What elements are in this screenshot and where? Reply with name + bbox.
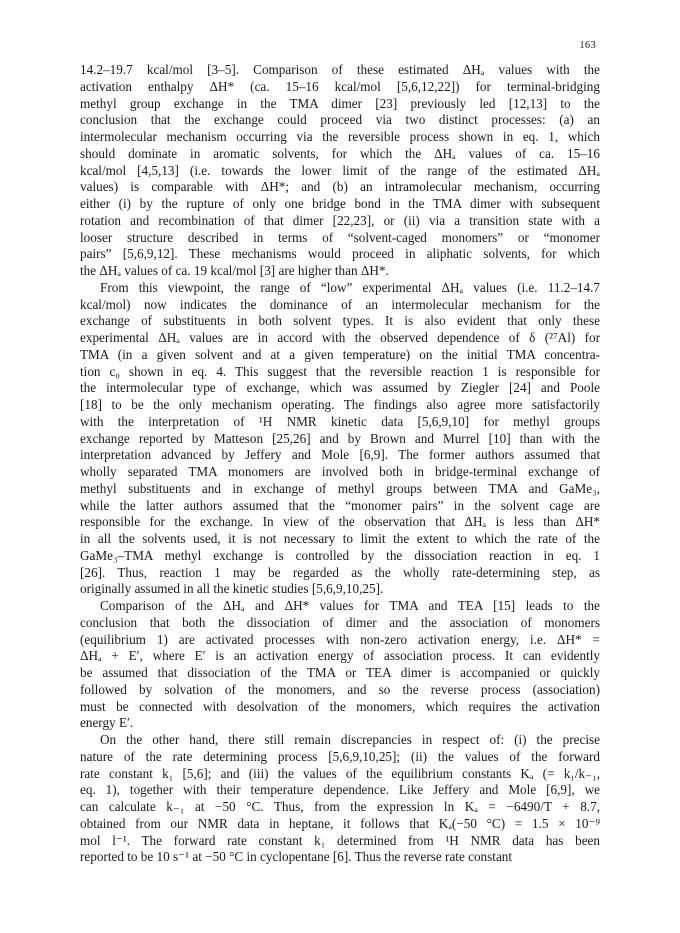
text-line: the ΔHₐ values of ca. 19 kcal/mol [3] are higher than ΔH*. <box>80 263 389 278</box>
text-line: mol l⁻¹. The forward rate constant k₁ determined from ¹H NMR data has been <box>80 832 600 848</box>
text-line: kcal/mol) now indicates the dominance of an intermolecular mechanism for the <box>80 296 600 312</box>
text-line: nature of the rate determining process [5,6,9,10,25]; (ii) the values of the forward <box>80 748 600 764</box>
text-line: activation enthalpy ΔH* (ca. 15–16 kcal/mol [5,6,12,22]) for terminal-bridging <box>80 78 600 94</box>
text-line: can calculate k₋₁ at −50 °C. Thus, from the expression ln Kₐ = −6490/T + 8.7, <box>80 799 600 814</box>
text-line: exchange of substituents in both solvent types. It is also evident that only these <box>80 313 600 329</box>
text-line: the intermolecular type of exchange, which was assumed by Ziegler [24] and Poole <box>80 380 600 396</box>
body-text <box>80 62 600 866</box>
text-line: On the other hand, there still remain discrepancies in respect of: (i) the precise <box>100 732 600 747</box>
text-line: values) is comparable with ΔH*; and (b) an intramolecular mechanism, occurring <box>80 179 600 195</box>
text-line: exchange reported by Matteson [25,26] and by Brown and Murrel [10] than with the <box>80 430 600 446</box>
text-line: originally assumed in all the kinetic studies [5,6,9,10,25]. <box>80 581 384 597</box>
paragraph <box>80 598 600 732</box>
text-line: ΔHₐ + E′, where E′ is an activation energy of association process. It can evidently <box>80 648 600 664</box>
text-line: while the latter authors assumed that the “monomer pairs” in the solvent cage are <box>80 497 600 513</box>
text-line: be assumed that dissociation of the TMA or TEA dimer is accompanied or quickly <box>80 665 600 680</box>
text-line: obtained from our NMR data in heptane, it follows that Kₐ(−50 °C) = 1.5 × 10⁻⁹ <box>80 815 600 831</box>
paragraph <box>80 732 600 866</box>
text-line: rotation and recombination of that dimer [22,23], or (ii) via a transition state with a <box>80 212 600 228</box>
text-line: must be connected with desolvation of the monomers, which requires the activation <box>80 698 600 714</box>
text-line: pairs” [5,6,9,12]. These mechanisms would proceed in aliphatic solvents, for which <box>80 246 600 262</box>
text-line: interpretation advanced by Jeffery and Mole [6,9]. The former authors assumed that <box>80 447 600 463</box>
text-line: (equilibrium 1) are activated processes with non-zero activation energy, i.e. ΔH* = <box>80 631 600 647</box>
paragraph <box>80 280 600 598</box>
text-line: with the interpretation of ¹H NMR kinetic data [5,6,9,10] for methyl groups <box>80 413 600 429</box>
text-line: Comparison of the ΔHₐ and ΔH* values for TMA and TEA [15] leads to the <box>100 598 600 613</box>
text-line: either (i) by the rupture of only one bridge bond in the TMA dimer with subsequent <box>80 196 600 211</box>
text-line: rate constant k₁ [5,6]; and (iii) the values of the equilibrium constants Kₐ (= k₁/k₋₁, <box>80 765 600 781</box>
text-line: should dominate in aromatic solvents, for which the ΔHₐ values of ca. 15–16 <box>80 145 600 161</box>
text-line: GaMe₃–TMA methyl exchange is controlled by the dissociation reaction in eq. 1 <box>80 547 600 563</box>
text-line: responsible for the exchange. In view of the observation that ΔHₐ is less than ΔH* <box>80 514 600 530</box>
text-line: From this viewpoint, the range of “low” experimental ΔHₐ values (i.e. 11.2–14.7 <box>100 279 600 295</box>
text-line: followed by solvation of the monomers, and so the reverse process (association) <box>80 681 600 697</box>
text-line: intermolecular mechanism occurring via the reversible process shown in eq. 1, which <box>80 129 600 144</box>
text-line: TMA (in a given solvent and at a given temperature) on the initial TMA concentra- <box>80 346 600 362</box>
text-line: kcal/mol [4,5,13] (i.e. towards the lower limit of the range of the estimated ΔHₐ <box>80 162 600 178</box>
text-line: conclusion that both the dissociation of dimer and the association of monomers <box>80 614 600 630</box>
page-number: 163 <box>579 40 596 51</box>
text-line: methyl group exchange in the TMA dimer [23] previously led [12,13] to the <box>80 95 600 111</box>
text-line: tion c₀ shown in eq. 4. This suggest that the reversible reaction 1 is responsible for <box>80 363 600 379</box>
text-line: [18] to be the only mechanism operating. The findings also agree more satisfactorily <box>80 397 600 412</box>
paragraph <box>80 62 600 280</box>
text-line: experimental ΔHₐ values are in accord with the observed dependence of δ (²⁷Al) for <box>80 330 600 345</box>
text-line: conclusion that the exchange could proceed via two distinct processes: (a) an <box>80 112 600 128</box>
text-line: reported to be 10 s⁻¹ at −50 °C in cyclopentane [6]. Thus the reverse rate constant <box>80 849 513 865</box>
text-line: looser structure described in terms of “solvent-caged monomers” or “monomer <box>80 229 600 245</box>
text-line: [26]. Thus, reaction 1 may be regarded as the wholly rate-determining step, as <box>80 564 600 580</box>
text-line: in all the solvents used, it is not necessary to limit the extent to which the rate of the <box>80 531 600 546</box>
text-line: methyl substituents and in exchange of methyl groups between TMA and GaMe₃, <box>80 480 600 496</box>
text-line: wholly separated TMA monomers are involved both in bridge-terminal exchange of <box>80 464 600 479</box>
text-line: energy E′. <box>80 715 134 731</box>
text-line: eq. 1), together with their temperature dependence. Like Jeffery and Mole [6,9], we <box>80 782 600 798</box>
text-line: 14.2–19.7 kcal/mol [3–5]. Comparison of these estimated ΔHₐ values with the <box>80 62 600 77</box>
